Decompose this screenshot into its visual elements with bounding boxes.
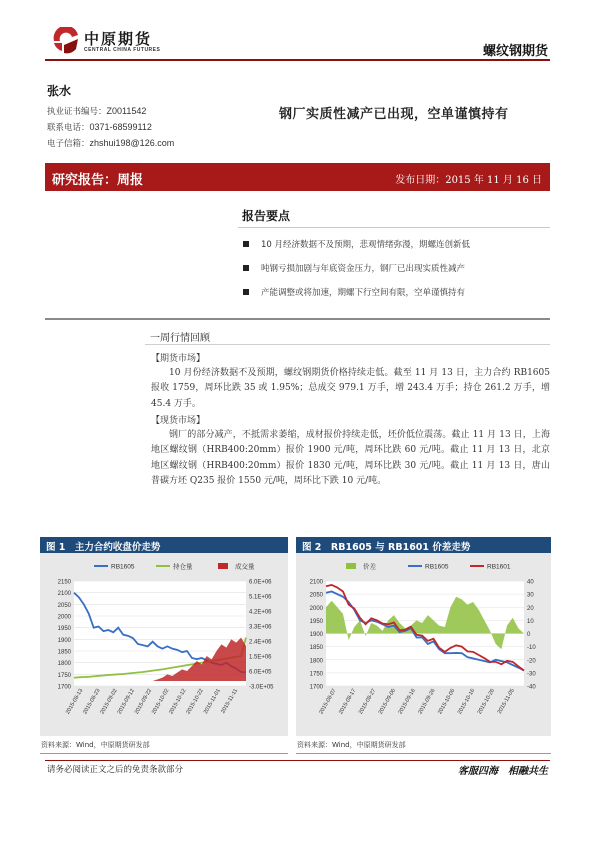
y-right-tick-label: -10 [527,645,536,652]
y-right-tick-label: 30 [527,592,534,599]
x-tick-label: 2015-10-26 [476,688,497,716]
phone-number: 0371-68599112 [89,122,152,132]
company-name-cn: 中原期货 [84,30,153,48]
footer-divider [45,760,550,761]
y-right-tick-label: 40 [527,579,534,586]
figure-2-divider [296,753,551,754]
y-right-tick-label: 6.0E+06 [249,579,272,586]
x-tick-label: 2015-10-12 [168,688,188,716]
legend-label: 成交量 [235,563,255,571]
square-bullet-icon [243,289,249,295]
figure-2-title: 图 2 RB1605 与 RB1601 价差走势 [296,537,551,553]
y-right-tick-label: 6.0E+05 [249,669,272,676]
x-tick-label: 2015-11-01 [202,688,222,716]
y-left-tick-label: 1700 [309,684,323,691]
key-point-text: 产能调整或将加速，期螺下行空间有限，空单谨慎持有 [261,288,466,298]
y-left-tick-label: 2100 [309,579,323,586]
phone-label: 联系电话： [47,123,90,133]
figure-1 [40,537,288,754]
y-left-tick-label: 1900 [309,632,323,638]
y-right-tick-label: -40 [527,684,536,691]
y-left-tick-label: 1750 [57,672,71,679]
spot-market-tag: 【现货市场】 [151,416,206,426]
legend-swatch [346,563,356,569]
x-tick-label: 2015-11-11 [220,688,240,715]
y-left-tick-label: 1950 [309,618,323,625]
y-left-tick-label: 1700 [57,684,71,691]
x-tick-label: 2015-08-17 [338,688,358,716]
y-right-tick-label: 4.2E+06 [249,609,272,616]
legend-label: RB1601 [487,563,511,571]
header-divider [45,59,550,61]
company-name-en: CENTRAL CHINA FUTURES [84,47,161,53]
main-contract-price-chart [40,553,288,736]
key-point-item [243,286,465,298]
y-left-tick-label: 2000 [309,605,323,612]
cert-line [47,105,146,117]
cert-number: Z0011542 [106,106,147,116]
email-address[interactable]: zhshui198@126.com [89,138,175,148]
author-name: 张水 [47,84,72,98]
x-tick-label: 2015-09-02 [99,688,119,716]
y-left-tick-label: 1850 [309,645,323,652]
legend-label: 持仓量 [173,563,193,571]
y-right-tick-label: -30 [527,671,536,678]
y-right-tick-label: 10 [527,618,534,625]
y-left-tick-label: 1900 [57,637,71,644]
review-divider [145,344,550,345]
company-logo-mark-icon [52,27,80,55]
legend-label: 价差 [363,563,376,571]
figure-2-source: 资料来源：Wind，中原期货研发部 [297,741,406,749]
x-tick-label: 2015-09-26 [417,688,437,716]
x-tick-label: 2015-09-06 [377,688,398,716]
y-left-tick-label: 1950 [57,626,71,633]
x-tick-label: 2015-09-12 [116,688,136,716]
x-tick-label: 2015-10-22 [185,688,205,716]
legend-label: RB1605 [425,563,449,571]
email-line [47,137,174,149]
section-divider [45,318,550,320]
x-tick-label: 2015-10-16 [456,688,477,716]
x-tick-label: 2015-09-16 [397,688,417,716]
y-right-tick-label: 0 [527,632,531,638]
x-tick-label: 2015-11-05 [496,688,516,716]
futures-market-tag: 【期货市场】 [151,354,206,364]
square-bullet-icon [243,241,249,247]
company-logo [52,27,182,57]
key-points-title: 报告要点 [242,209,291,223]
futures-market-text: 10 月份经济数据不及预期，螺纹钢期货价格持续走低。截至 11 月 13 日，主力合约 RB1605 报收 1759，周环比跌 35 或 1.95%；总成交 979.1 万手，增 243.4 万手；持仓 261.2 万手，增 45.4 万手。 [151,368,550,409]
cert-label: 执业证书编号： [47,107,107,117]
report-type: 研究报告：周报 [52,173,144,188]
x-tick-label: 2015-10-02 [151,688,171,716]
company-slogan: 客服四海 相融共生 [458,766,548,777]
y-left-tick-label: 2150 [57,579,71,586]
x-tick-label: 2015-08-27 [357,688,378,716]
figure-1-divider [40,753,288,754]
phone-line [47,121,152,133]
y-left-tick-label: 1850 [57,649,71,656]
report-banner [45,163,550,191]
report-title: 钢厂实质性减产已出现，空单谨慎持有 [279,107,509,122]
product-name: 螺纹钢期货 [482,44,548,59]
y-right-tick-label: 20 [527,605,534,612]
key-point-text: 10 月经济数据不及预期，悲观情绪弥漫，期螺连创新低 [261,240,471,250]
y-right-tick-label: 1.5E+06 [249,654,272,661]
key-point-text: 吨钢亏损加剧与年底资金压力，钢厂已出现实质性减产 [261,264,466,274]
x-tick-label: 2015-09-22 [133,688,154,716]
x-tick-label: 2015-08-13 [65,688,85,716]
y-left-tick-label: 2000 [57,614,71,621]
y-left-tick-label: 1800 [309,658,323,665]
x-tick-label: 2015-10-06 [437,688,457,716]
figure-1-source: 资料来源：Wind，中原期货研发部 [41,741,150,749]
spread-chart [296,553,551,736]
y-right-tick-label: 5.1E+06 [249,594,272,601]
figure-1-body [40,553,288,736]
disclaimer-note: 请务必阅读正文之后的免责条款部分 [47,765,184,775]
y-right-tick-label: -3.0E+05 [249,684,274,691]
email-label: 电子信箱： [47,139,90,149]
figure-2-body [296,553,551,736]
y-left-tick-label: 2050 [57,602,71,609]
review-section-title: 一周行情回顾 [150,333,210,344]
y-right-tick-label: 3.3E+06 [249,624,272,631]
square-bullet-icon [243,265,249,271]
x-tick-label: 2015-08-07 [318,688,338,716]
y-left-tick-label: 1750 [309,671,323,678]
y-right-tick-label: -20 [527,658,536,665]
spot-market-text: 钢厂的部分减产，不抵需求萎缩，成材报价持续走低，坯价低位震荡。截止 11 月 13 日，上海地区螺纹钢（HRB400:20mm）报价 1900 元/吨，周环比跌 60 元/吨。截止 11 月 13 日，北京地区螺纹钢（HRB400:20mm）报价 1830 元/吨，周环比跌 30 元/吨。截止 11 月 13 日，唐山普碳方坯 Q235 报价 1550 元/吨，周环比下跌 10 元/吨。 [151,430,550,486]
key-points-divider [238,227,550,228]
legend-label: RB1605 [111,563,135,571]
legend-swatch [218,563,228,569]
y-left-tick-label: 2050 [309,592,323,599]
y-left-tick-label: 1800 [57,661,71,668]
y-left-tick-label: 2100 [57,591,71,598]
x-tick-label: 2015-08-23 [82,688,102,716]
publish-date: 发布日期：2015 年 11 月 16 日 [395,175,542,186]
key-point-item [243,262,465,274]
y-right-tick-label: 2.4E+06 [249,639,272,646]
figure-2 [296,537,551,754]
key-point-item [243,238,470,250]
figure-1-title: 图 1 主力合约收盘价走势 [40,537,288,553]
